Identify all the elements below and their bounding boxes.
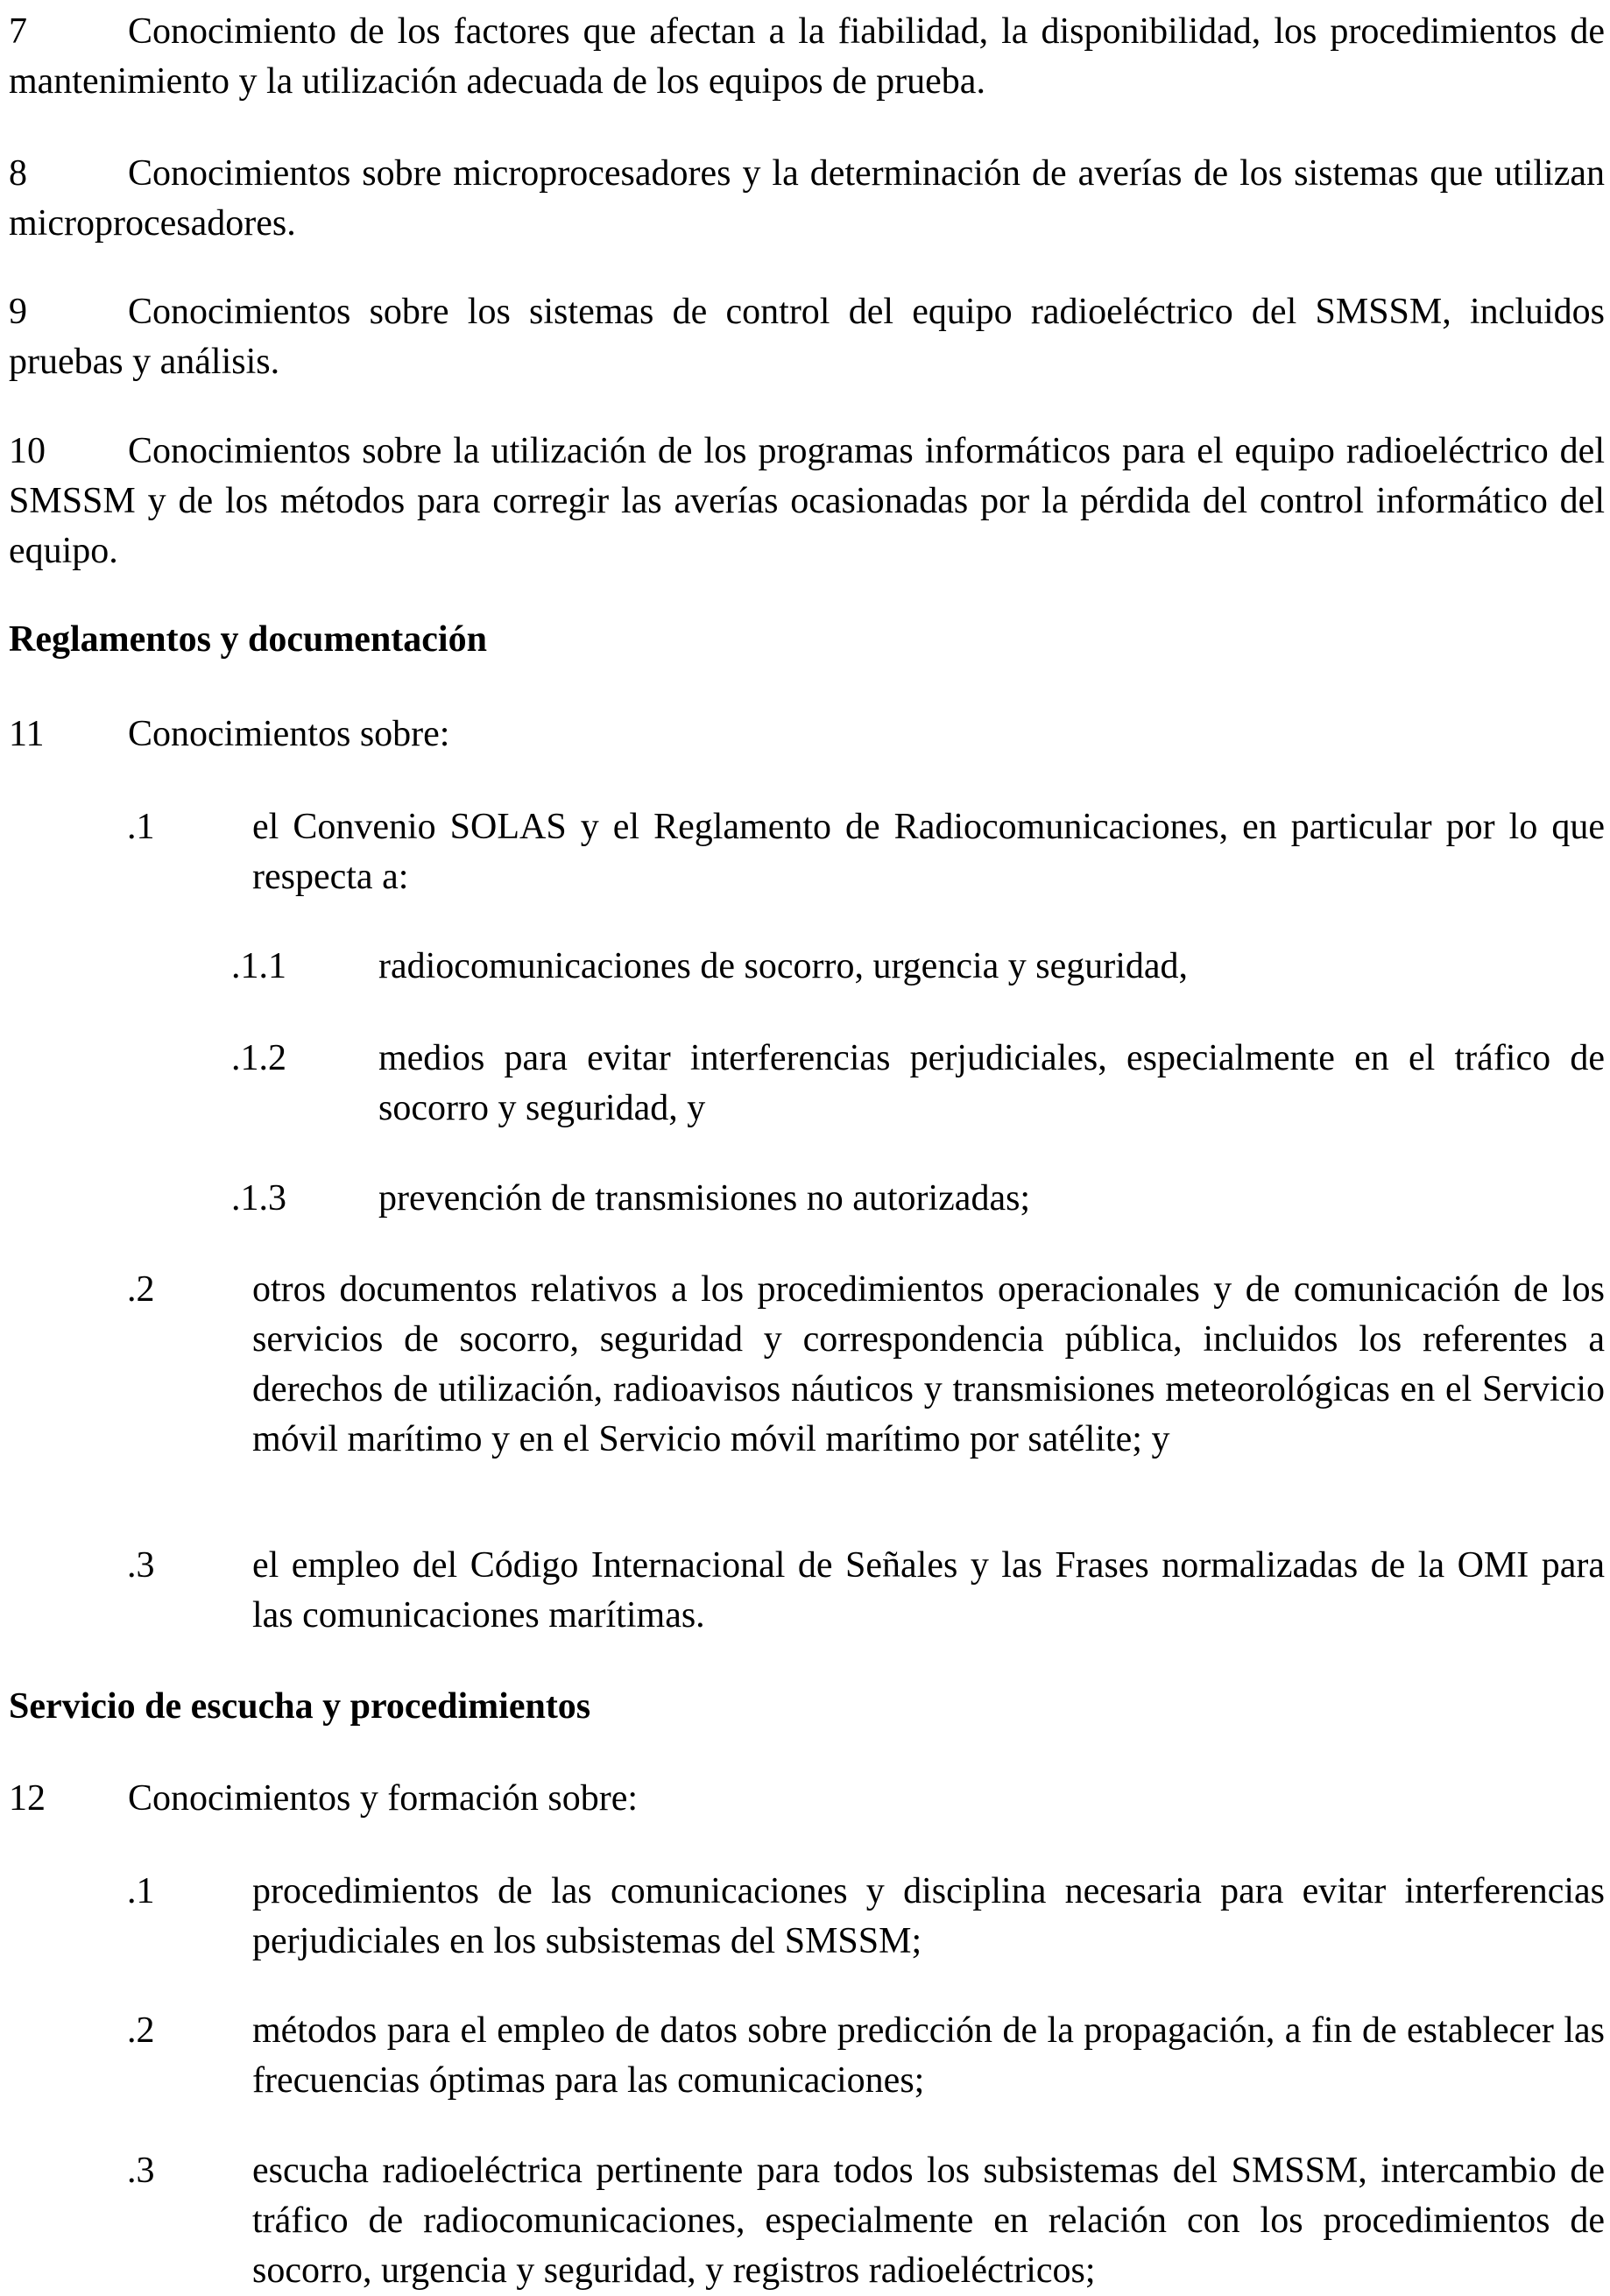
list-item-12-3: [127, 2146, 1605, 2296]
paragraph-number: 9: [9, 292, 27, 332]
list-item-text: el empleo del Código Internacional de Señales y las Frases normalizadas de la OMI para las comunicaciones marítimas.: [252, 1545, 1605, 1635]
list-item-11-3: [127, 1541, 1605, 1641]
list-marker: .2: [127, 2010, 155, 2051]
paragraph-8: [9, 149, 1605, 249]
list-item-11-1-3: [231, 1174, 1605, 1224]
list-item-text: métodos para el empleo de datos sobre predicción de la propagación, a fin de establecer las frecuencias óptimas para las comunicaciones;: [252, 2010, 1605, 2101]
list-marker: .3: [127, 2151, 155, 2191]
list-item-text: prevención de transmisiones no autorizadas;: [378, 1178, 1031, 1219]
list-item-11-1-2: [231, 1034, 1605, 1134]
paragraph-number: 10: [9, 431, 46, 471]
list-item-text: el Convenio SOLAS y el Reglamento de Radiocomunicaciones, en particular por lo que respecta a:: [252, 807, 1605, 897]
paragraph-text: Conocimientos y formación sobre:: [128, 1778, 639, 1819]
list-item-text: medios para evitar interferencias perjudiciales, especialmente en el tráfico de socorro y seguridad, y: [378, 1038, 1605, 1128]
paragraph-number: 11: [9, 714, 45, 754]
list-item-11-2: [127, 1265, 1605, 1465]
list-marker: .1.2: [231, 1038, 286, 1078]
list-marker: .1: [127, 1871, 155, 1911]
list-marker: .1.1: [231, 946, 286, 986]
list-item-text: otros documentos relativos a los procedimientos operacionales y de comunicación de los servicios de socorro, seguridad y correspondencia pública, incluidos los referentes a derechos de utilización, radioavisos náuticos y transmisiones meteorológicas en el Servicio móvil marítimo y en el Servicio móvil marítimo por satélite; y: [252, 1269, 1605, 1459]
paragraph-9: [9, 287, 1605, 387]
paragraph-11: [9, 710, 449, 759]
list-marker: .2: [127, 1269, 155, 1310]
paragraph-7: [9, 7, 1605, 107]
paragraph-text: Conocimiento de los factores que afectan a la fiabilidad, la disponibilidad, los procedimientos de mantenimiento y la utilización adecuada de los equipos de prueba.: [9, 11, 1605, 102]
list-item-12-2: [127, 2006, 1605, 2106]
paragraph-text: Conocimientos sobre la utilización de los programas informáticos para el equipo radioeléctrico del SMSSM y de los métodos para corregir las averías ocasionadas por la pérdida del control informático del equipo.: [9, 431, 1605, 571]
paragraph-12: [9, 1774, 638, 1824]
paragraph-10: [9, 427, 1605, 576]
list-marker: .1.3: [231, 1178, 286, 1219]
list-item-text: escucha radioeléctrica pertinente para todos los subsistemas del SMSSM, intercambio de tráfico de radiocomunicaciones, especialmente en relación con los procedimientos de socorro, urgencia y seguridad, y registros radioeléctricos;: [252, 2151, 1605, 2291]
section-heading-reglamentos: Reglamentos y documentación: [9, 619, 487, 660]
paragraph-number: 7: [9, 11, 27, 52]
paragraph-text: Conocimientos sobre los sistemas de control del equipo radioeléctrico del SMSSM, incluidos pruebas y análisis.: [9, 292, 1605, 382]
list-marker: .3: [127, 1545, 155, 1586]
paragraph-text: Conocimientos sobre:: [128, 714, 450, 754]
paragraph-number: 12: [9, 1778, 46, 1819]
paragraph-text: Conocimientos sobre microprocesadores y la determinación de averías de los sistemas que utilizan microprocesadores.: [9, 153, 1605, 244]
list-item-11-1: [127, 802, 1605, 902]
section-heading-servicio: Servicio de escucha y procedimientos: [9, 1686, 591, 1727]
paragraph-number: 8: [9, 153, 27, 194]
list-item-12-1: [127, 1867, 1605, 1967]
list-marker: .1: [127, 807, 155, 847]
list-item-11-1-1: [231, 942, 1605, 992]
list-item-text: radiocomunicaciones de socorro, urgencia y seguridad,: [378, 946, 1189, 986]
list-item-text: procedimientos de las comunicaciones y disciplina necesaria para evitar interferencias perjudiciales en los subsistemas del SMSSM;: [252, 1871, 1605, 1961]
